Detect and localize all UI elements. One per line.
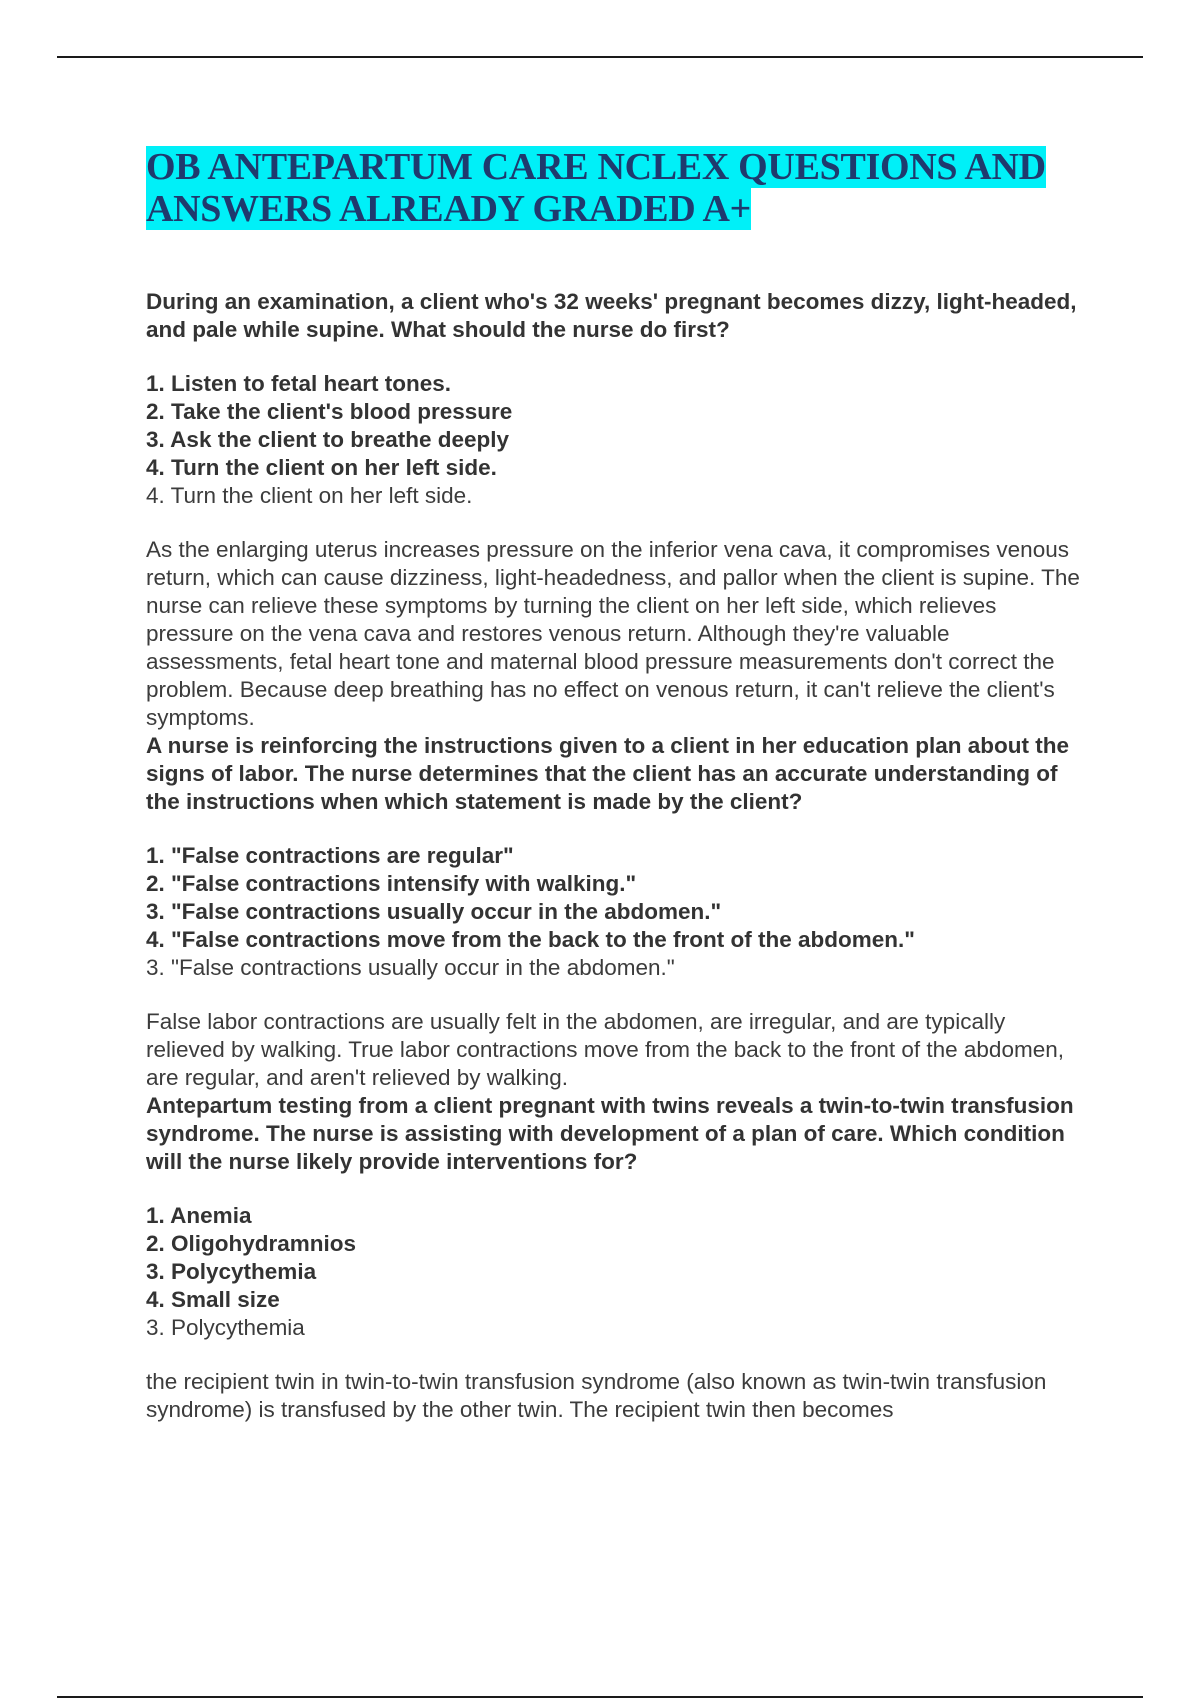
option-item: 1. "False contractions are regular"	[146, 843, 514, 868]
correct-answer: 4. Turn the client on her left side.	[146, 483, 473, 508]
option-item: 3. Polycythemia	[146, 1259, 317, 1284]
option-item: 3. "False contractions usually occur in the abdomen."	[146, 899, 722, 924]
question-block-3	[146, 1092, 1086, 1424]
question-block-1	[146, 288, 1086, 732]
option-item: 3. Ask the client to breathe deeply	[146, 427, 510, 452]
rationale-text: the recipient twin in twin-to-twin transfusion syndrome (also known as twin-twin transfusion syndrome) is transfused by the other twin. The recipient twin then becomes	[146, 1369, 1047, 1422]
option-item: 4. Turn the client on her left side.	[146, 455, 497, 480]
option-item: 2. Oligohydramnios	[146, 1231, 357, 1256]
title-line-2: ANSWERS ALREADY GRADED A+	[146, 188, 752, 230]
correct-answer: 3. "False contractions usually occur in the abdomen."	[146, 955, 675, 980]
option-list	[146, 1202, 1086, 1314]
option-item: 2. Take the client's blood pressure	[146, 399, 513, 424]
option-item: 4. Small size	[146, 1287, 280, 1312]
document-body	[146, 146, 1086, 1424]
option-list	[146, 842, 1086, 954]
title-line-1: OB ANTEPARTUM CARE NCLEX QUESTIONS AND	[146, 146, 1046, 188]
option-item: 2. "False contractions intensify with walking."	[146, 871, 637, 896]
question-block-2	[146, 732, 1086, 1092]
correct-answer: 3. Polycythemia	[146, 1315, 305, 1340]
option-item: 1. Listen to fetal heart tones.	[146, 371, 452, 396]
header-rule	[57, 56, 1143, 58]
footer-rule	[57, 1696, 1143, 1698]
question-text: A nurse is reinforcing the instructions given to a client in her education plan about the signs of labor. The nurse determines that the client has an accurate understanding of the instructions when which statement is made by the client?	[146, 733, 1070, 814]
document-title	[146, 146, 1086, 230]
option-item: 1. Anemia	[146, 1203, 252, 1228]
rationale-text: As the enlarging uterus increases pressure on the inferior vena cava, it compromises venous return, which can cause dizziness, light-headedness, and pallor when the client is supine. The nurse can relieve these symptoms by turning the client on her left side, which relieves pressure on the vena cava and restores venous return. Although they're valuable assessments, fetal heart tone and maternal blood pressure measurements don't correct the problem. Because deep breathing has no effect on venous return, it can't relieve the client's symptoms.	[146, 537, 1080, 730]
question-text: Antepartum testing from a client pregnant with twins reveals a twin-to-twin transfusion syndrome. The nurse is assisting with development of a plan of care. Which condition will the nurse likely provide interventions for?	[146, 1093, 1074, 1174]
option-item: 4. "False contractions move from the back to the front of the abdomen."	[146, 927, 915, 952]
rationale-text: False labor contractions are usually felt in the abdomen, are irregular, and are typically relieved by walking. True labor contractions move from the back to the front of the abdomen, are regular, and aren't relieved by walking.	[146, 1009, 1064, 1090]
option-list	[146, 370, 1086, 482]
question-text: During an examination, a client who's 32 weeks' pregnant becomes dizzy, light-headed, and pale while supine. What should the nurse do first?	[146, 289, 1077, 342]
